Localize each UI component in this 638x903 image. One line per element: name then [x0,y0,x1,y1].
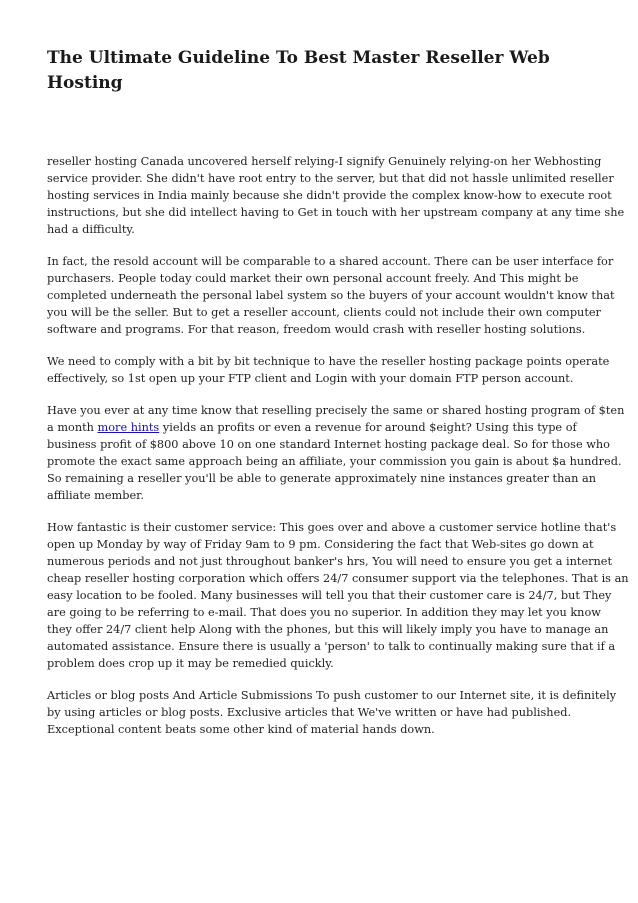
paragraph-line: software and programs. For that reason, freedom would crash with reseller hosting solutions. [47,323,586,336]
document-title [47,46,567,96]
paragraph-line: hosting services in India mainly because she didn't provide the complex know-how to execute root [47,189,612,202]
paragraph-line: by using articles or blog posts. Exclusive articles that We've written or have had published. [47,706,572,719]
paragraph-3 [47,353,610,387]
paragraph-line: numerous periods and not just throughout banker's hrs, You will need to ensure you get a internet [47,555,613,568]
paragraph-line: open up Monday by way of Friday 9am to 9 pm. Considering the fact that Web-sites go down at [47,538,594,551]
paragraph-6 [47,687,617,738]
paragraph-line: automated assistance. Ensure there is usually a 'person' to talk to continually making sure that if a [47,640,616,653]
paragraph-line: So remaining a reseller you'll be able to generate approximately nine instances greater than an [47,472,596,485]
paragraph-line: instructions, but she did intellect having to Get in touch with her upstream company at any time she [47,206,625,219]
paragraph-line: How fantastic is their customer service: This goes over and above a customer service hotline that's [47,521,617,534]
article-body [47,153,629,753]
paragraph-text: a month [47,421,98,434]
paragraph-line: In fact, the resold account will be comparable to a shared account. There can be user interface for [47,255,614,268]
paragraph-text: yields an profits or even a revenue for around $eight? Using this type of [159,421,577,434]
paragraph-line: cheap reseller hosting corporation which offers 24/7 consumer support via the telephones. That is an [47,572,629,585]
paragraph-line: they offer 24/7 client help Along with the phones, but this will likely imply you have to manage an [47,623,609,636]
paragraph-line: affiliate member. [47,489,144,502]
paragraph-line: promote the exact same approach being an affiliate, your commission you gain is about $a hundred. [47,455,622,468]
paragraph-line: purchasers. People today could market their own personal account freely. And This might be [47,272,579,285]
paragraph-line: Exceptional content beats some other kind of material hands down. [47,723,435,736]
more-hints-link[interactable]: more hints [97,421,160,434]
paragraph-1 [47,153,625,238]
paragraph-4 [47,402,625,504]
paragraph-line: you will be the seller. But to get a reseller account, clients could not include their own computer [47,306,601,319]
paragraph-line: reseller hosting Canada uncovered herself relying-I signify Genuinely relying-on her Webhosting [47,155,602,168]
paragraph-line: easy location to be fooled. Many businesses will tell you that their customer care is 24/7, but They [47,589,612,602]
paragraph-line: had a difficulty. [47,223,135,236]
title-line-1: The Ultimate Guideline To Best Master Reseller Web [47,48,550,68]
paragraph-line: service provider. She didn't have root entry to the server, but that did not hassle unlimited reseller [47,172,614,185]
paragraph-line: problem does crop up it may be remedied quickly. [47,657,334,670]
paragraph-line: effectively, so 1st open up your FTP client and Login with your domain FTP person account. [47,372,574,385]
paragraph-5 [47,519,629,672]
paragraph-line: business profit of $800 above 10 on one standard Internet hosting package deal. So for those who [47,438,610,451]
paragraph-line: are going to be referring to e-mail. That does you no superior. In addition they may let you know [47,606,601,619]
paragraph-line: completed underneath the personal label system so the buyers of your account wouldn't know that [47,289,615,302]
paragraph-line: Have you ever at any time know that reselling precisely the same or shared hosting program of $ten [47,404,625,417]
title-line-2: Hosting [47,73,123,93]
paragraph-2 [47,253,615,338]
paragraph-line: We need to comply with a bit by bit technique to have the reseller hosting package points operate [47,355,610,368]
paragraph-line: Articles or blog posts And Article Submissions To push customer to our Internet site, it is definitely [47,689,617,702]
